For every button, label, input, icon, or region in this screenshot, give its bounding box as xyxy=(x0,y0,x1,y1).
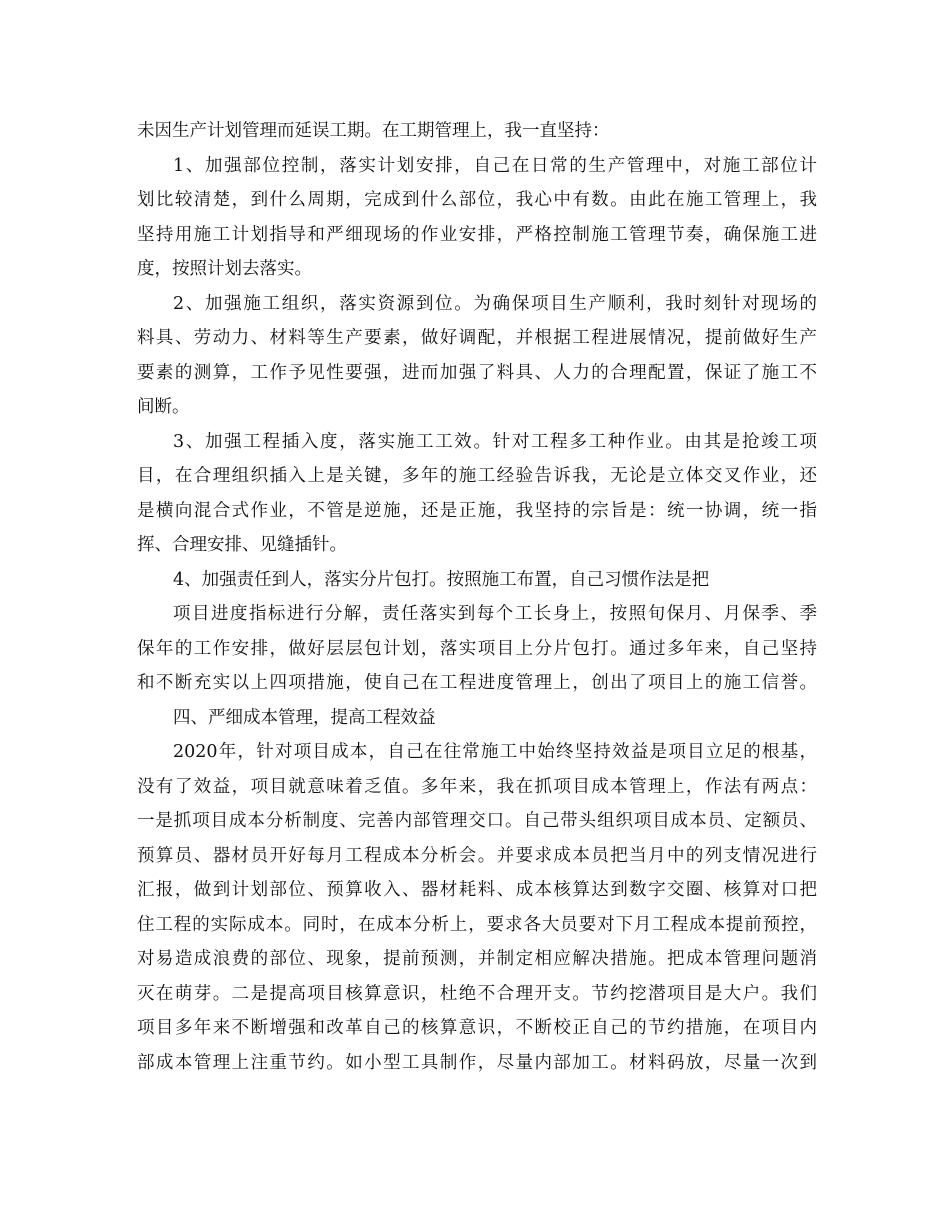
text-line: 汇报，做到计划部位、预算收入、器材耗料、成本核算达到数字交圈、核算对口把 xyxy=(137,880,817,900)
text-line: 3、加强工程插入度，落实施工工效。针对工程多工种作业。由其是抢竣工项 xyxy=(173,431,817,452)
text-line: 挥、合理安排、见缝插针。 xyxy=(137,535,347,555)
text-line: 要素的测算，工作予见性要强，进而加强了料具、人力的合理配置，保证了施工不 xyxy=(137,362,817,383)
text-line: 住工程的实际成本。同时，在成本分析上，要求各大员要对下月工程成本提前预控， xyxy=(137,914,817,935)
text-line: 是横向混合式作业，不管是逆施，还是正施，我坚持的宗旨是：统一协调，统一指 xyxy=(137,500,817,521)
text-line: 灭在萌芽。二是提高项目核算意识，杜绝不合理开支。节约挖潜项目是大户。我们 xyxy=(137,983,817,1004)
text-line: 保年的工作安排，做好层层包计划，落实项目上分片包打。通过多年来，自己坚持 xyxy=(137,638,817,659)
text-line: 对易造成浪费的部位、现象，提前预测，并制定相应解决措施。把成本管理问题消 xyxy=(137,949,817,969)
text-line: 度，按照计划去落实。 xyxy=(137,259,312,279)
text-line: 2、加强施工组织，落实资源到位。为确保项目生产顺利，我时刻针对现场的 xyxy=(173,293,817,314)
text-line: 划比较清楚，到什么周期，完成到什么部位，我心中有数。由此在施工管理上，我 xyxy=(137,190,817,210)
text-line: 2020年，针对项目成本，自己在往常施工中始终坚持效益是项目立足的根基， xyxy=(173,742,817,762)
text-line: 料具、劳动力、材料等生产要素，做好调配，并根据工程进展情况，提前做好生产 xyxy=(137,328,817,348)
document-body xyxy=(137,114,817,1080)
text-line: 预算员、器材员开好每月工程成本分析会。并要求成本员把当月中的列支情况进行 xyxy=(137,845,817,866)
text-line: 1、加强部位控制，落实计划安排，自己在日常的生产管理中，对施工部位计 xyxy=(173,155,817,176)
text-line: 目，在合理组织插入上是关键，多年的施工经验告诉我，无论是立体交叉作业，还 xyxy=(137,466,817,486)
text-line: 部成本管理上注重节约。如小型工具制作，尽量内部加工。材料码放，尽量一次到 xyxy=(137,1052,817,1073)
text-line: 一是抓项目成本分析制度、完善内部管理交口。自己带头组织项目成本员、定额员、 xyxy=(137,811,817,831)
text-line: 间断。 xyxy=(137,397,190,417)
text-line: 没有了效益，项目就意味着乏值。多年来，我在抓项目成本管理上，作法有两点： xyxy=(137,776,817,797)
text-line: 未因生产计划管理而延误工期。在工期管理上，我一直坚持： xyxy=(137,121,610,141)
section-heading: 四、严细成本管理，提高工程效益 xyxy=(173,707,436,728)
text-line: 坚持用施工计划指导和严细现场的作业安排，严格控制施工管理节奏，确保施工进 xyxy=(137,224,817,245)
text-line: 项目进度指标进行分解，责任落实到每个工长身上，按照旬保月、月保季、季 xyxy=(173,604,817,624)
text-line: 4、加强责任到人，落实分片包打。按照施工布置，自己习惯作法是把 xyxy=(173,569,710,590)
text-line: 和不断充实以上四项措施，使自己在工程进度管理上，创出了项目上的施工信誉。 xyxy=(137,673,817,693)
text-line: 项目多年来不断增强和改革自己的核算意识，不断校正自己的节约措施，在项目内 xyxy=(137,1018,817,1038)
